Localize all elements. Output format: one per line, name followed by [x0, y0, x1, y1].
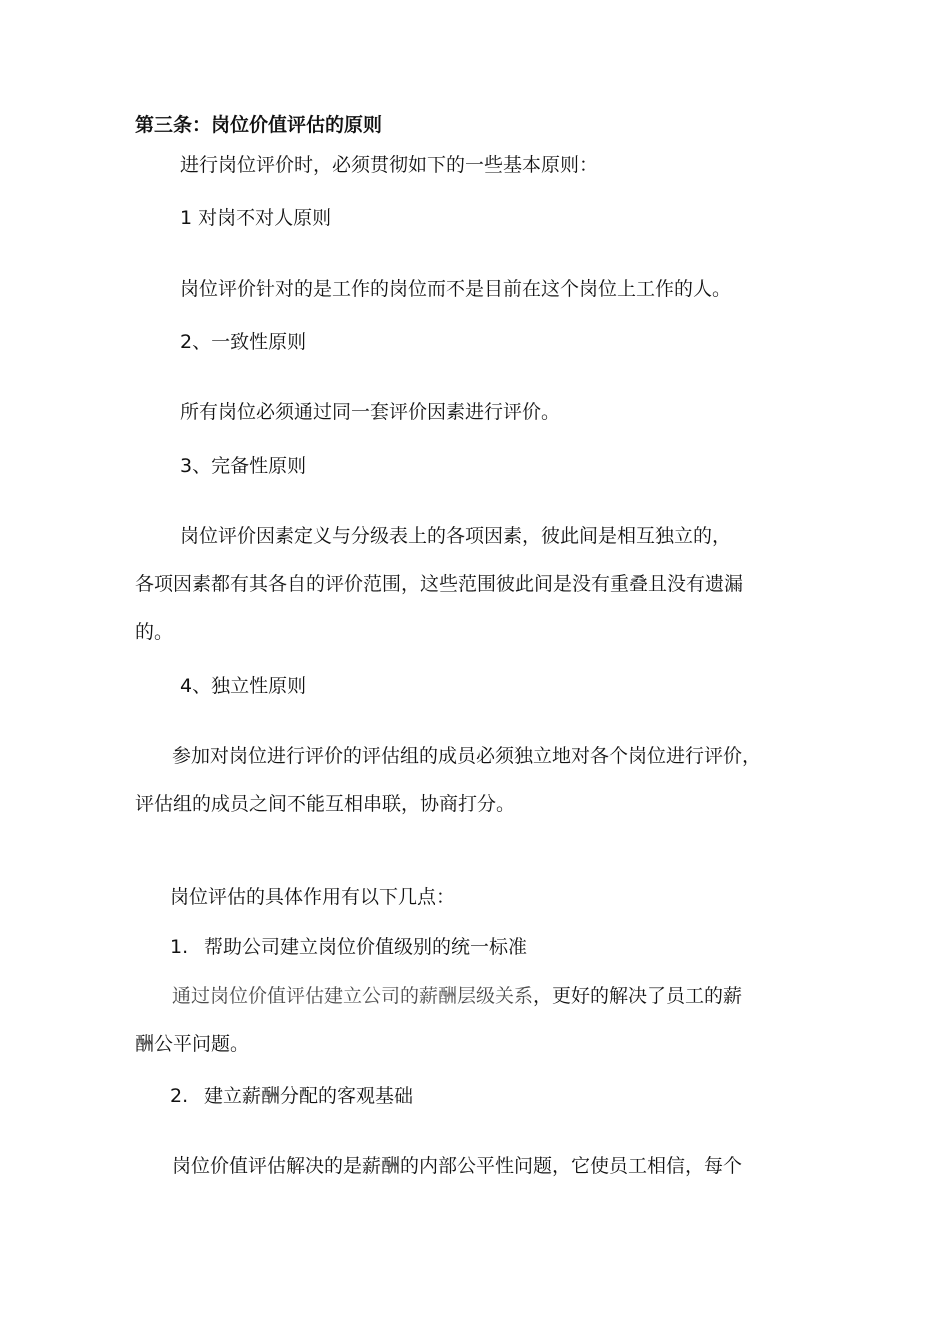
function-2-title: 建立薪酬分配的客观基础 — [204, 1085, 414, 1107]
function-1-text-highlight: 通过岗位价值评估建立公司的薪酬层级关系 — [172, 985, 534, 1007]
principle-1-title: 1 对岗不对人原则 — [180, 207, 332, 229]
principle-4-text-line-2: 评估组的成员之间不能互相串联，协商打分。 — [135, 793, 516, 815]
section-heading: 第三条：岗位价值评估的原则 — [135, 114, 383, 136]
function-1-title: 帮助公司建立岗位价值级别的统一标准 — [204, 936, 528, 958]
function-2-text-line-1: 岗位价值评估解决的是薪酬的内部公平性问题，它使员工相信，每个 — [172, 1155, 743, 1177]
function-1-number: 1. — [170, 936, 189, 958]
principle-4-title: 4、独立性原则 — [180, 675, 307, 697]
principle-3-text-line-2: 各项因素都有其各自的评价范围，这些范围彼此间是没有重叠且没有遗漏 — [135, 573, 744, 595]
principle-2-text: 所有岗位必须通过同一套评价因素进行评价。 — [180, 401, 561, 423]
function-1-text-rest: ，更好的解决了员工的薪 — [533, 985, 743, 1007]
function-1-text-line-1 — [172, 983, 742, 1009]
principle-4-text-line-1: 参加对岗位进行评价的评估组的成员必须独立地对各个岗位进行评价， — [172, 745, 762, 767]
function-2-number: 2. — [170, 1085, 189, 1107]
function-1-title-row — [170, 934, 527, 960]
function-2-title-row — [170, 1083, 413, 1109]
principle-1-text: 岗位评价针对的是工作的岗位而不是目前在这个岗位上工作的人。 — [180, 278, 732, 300]
functions-intro: 岗位评估的具体作用有以下几点： — [170, 886, 456, 908]
principle-3-text-line-3: 的。 — [135, 621, 174, 643]
principle-3-text-line-1: 岗位评价因素定义与分级表上的各项因素，彼此间是相互独立的， — [180, 525, 732, 547]
intro-paragraph: 进行岗位评价时，必须贯彻如下的一些基本原则： — [180, 154, 599, 176]
principle-3-title: 3、完备性原则 — [180, 455, 307, 477]
function-1-text-line-2: 酬公平问题。 — [135, 1033, 250, 1055]
principle-2-title: 2、一致性原则 — [180, 331, 307, 353]
